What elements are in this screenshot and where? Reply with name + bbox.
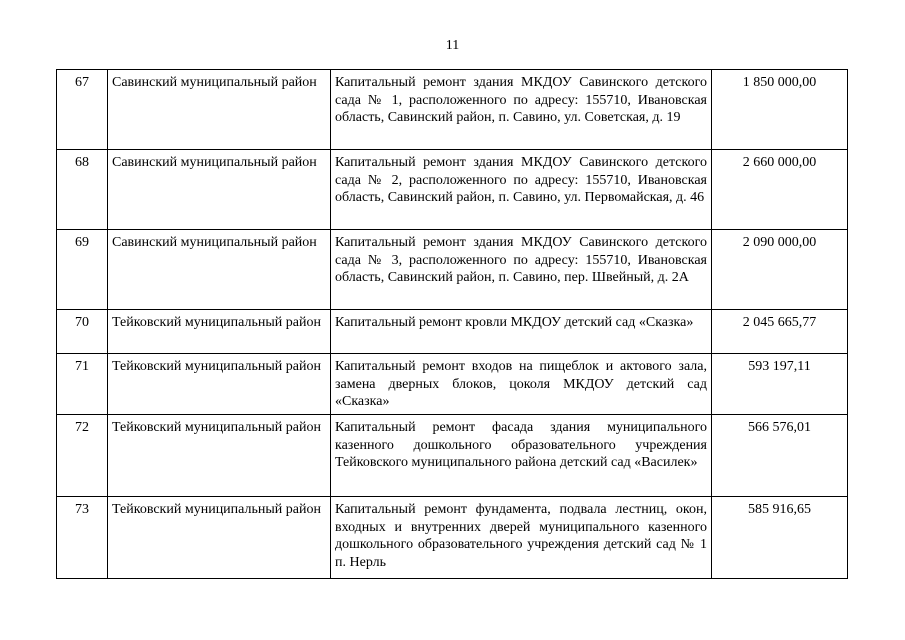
table-row xyxy=(57,230,848,310)
district-cell: Савинский муниципальный район xyxy=(108,150,331,230)
row-number: 70 xyxy=(57,310,108,354)
row-number: 67 xyxy=(57,70,108,150)
page-number: 11 xyxy=(445,38,460,53)
row-number: 68 xyxy=(57,150,108,230)
district-cell: Савинский муниципальный район xyxy=(108,230,331,310)
district-cell: Тейковский муниципальный район xyxy=(108,310,331,354)
district-cell: Савинский муниципальный район xyxy=(108,70,331,150)
district-cell: Тейковский муниципальный район xyxy=(108,497,331,579)
description-cell: Капитальный ремонт здания МКДОУ Савинского детского сада № 3, расположенного по адресу: 155710, Ивановская область, Савинский район, п. Савино, пер. Швейный, д. 2А xyxy=(331,230,712,310)
amount-cell: 2 090 000,00 xyxy=(712,230,848,310)
row-number: 69 xyxy=(57,230,108,310)
description-cell: Капитальный ремонт фундамента, подвала лестниц, окон, входных и внутренних дверей муниципального казенного дошкольного образовательного учреждения детский сад № 1 п. Нерль xyxy=(331,497,712,579)
district-cell: Тейковский муниципальный район xyxy=(108,354,331,415)
description-cell: Капитальный ремонт входов на пищеблок и актового зала, замена дверных блоков, цоколя МКДОУ детский сад «Сказка» xyxy=(331,354,712,415)
description-cell: Капитальный ремонт здания МКДОУ Савинского детского сада № 1, расположенного по адресу: 155710, Ивановская область, Савинский район, п. Савино, ул. Советская, д. 19 xyxy=(331,70,712,150)
funding-table xyxy=(56,69,848,579)
table-row xyxy=(57,70,848,150)
table-row xyxy=(57,150,848,230)
row-number: 72 xyxy=(57,415,108,497)
description-cell: Капитальный ремонт фасада здания муниципального казенного дошкольного образовательного учреждения Тейковского муниципального района детский сад «Василек» xyxy=(331,415,712,497)
table-row xyxy=(57,415,848,497)
amount-cell: 1 850 000,00 xyxy=(712,70,848,150)
row-number: 73 xyxy=(57,497,108,579)
amount-cell: 585 916,65 xyxy=(712,497,848,579)
amount-cell: 2 660 000,00 xyxy=(712,150,848,230)
description-cell: Капитальный ремонт кровли МКДОУ детский сад «Сказка» xyxy=(331,310,712,354)
table-row xyxy=(57,497,848,579)
amount-cell: 566 576,01 xyxy=(712,415,848,497)
description-cell: Капитальный ремонт здания МКДОУ Савинского детского сада № 2, расположенного по адресу: 155710, Ивановская область, Савинский район, п. Савино, ул. Первомайская, д. 46 xyxy=(331,150,712,230)
table-row xyxy=(57,310,848,354)
table-row xyxy=(57,354,848,415)
amount-cell: 593 197,11 xyxy=(712,354,848,415)
amount-cell: 2 045 665,77 xyxy=(712,310,848,354)
row-number: 71 xyxy=(57,354,108,415)
district-cell: Тейковский муниципальный район xyxy=(108,415,331,497)
